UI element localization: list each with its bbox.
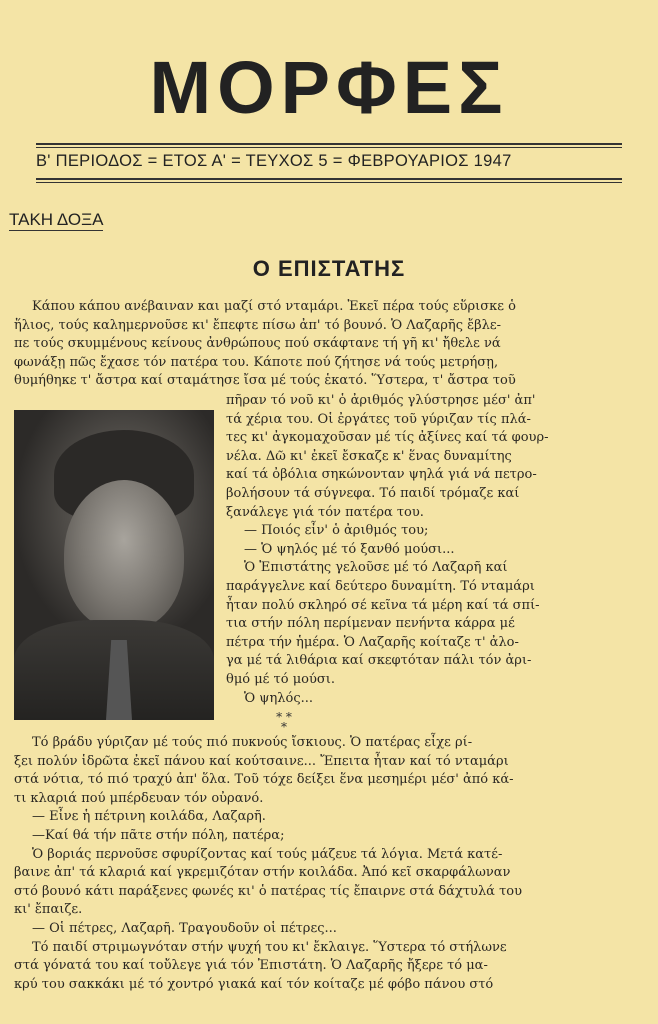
text-line: βολήσουν τά σύγνεφα. Τό παιδί τρόμαζε καί xyxy=(226,486,520,501)
text-line: —Καί θά τήν πᾶτε στήν πόλη, πατέρα; xyxy=(32,828,285,843)
text-line: στά νότια, τό πιό τραχύ ἀπ' ὅλα. Τοῦ τόχε δείξει ἕνα μεσημέρι μέσ' ἀπό κά- xyxy=(14,772,514,788)
text-line: Ὁ ψηλός... xyxy=(244,690,314,706)
bottom-rule xyxy=(36,178,622,180)
text-line: θυμήθηκε τ' ἄστρα καί σταμάτησε ἴσα μέ τούς ἑκατό. Ὕστερα, τ' ἄστρα τοῦ xyxy=(14,373,516,388)
text-line: Τό βράδυ γύριζαν μέ τούς πιό πυκνούς ἴσκιους. Ὁ πατέρας εἶχε ρί- xyxy=(32,735,473,750)
top-rule xyxy=(36,143,622,145)
text-line: — Ποιός εἶν' ὁ ἀριθμός του; xyxy=(244,523,429,539)
text-line: — Εἶνε ἡ πέτρινη κοιλάδα, Λαζαρῆ. xyxy=(32,809,266,825)
text-line: στά γόνατά του καί τοὔλεγε γιά τόν Ἐπιστάτη. Ὁ Λαζαρῆς ἤξερε τό μα- xyxy=(14,958,488,974)
section-break: * * * xyxy=(276,710,292,734)
text-line: στό βουνό κάτι παράξενες φωνές κι' ὁ πατέρας τίς ἔπαιρνε στά δάχτυλά του xyxy=(14,883,523,899)
text-line: ἦταν πολύ σκληρό σέ κεῖνα τά μέρη καί τά σπί- xyxy=(226,597,540,613)
text-line: θμό μέ τό μούσι. xyxy=(226,672,335,687)
text-line: Ὁ βοριάς περνοῦσε σφυρίζοντας καί τούς μάζευε τά λόγια. Μετά κατέ- xyxy=(32,846,503,862)
text-line: γα μέ τά λιθάρια καί σκεφτόταν πάλι τόν ἀρι- xyxy=(226,653,532,669)
author-name: ΤΑΚΗ ΔΟΞΑ xyxy=(9,210,104,229)
text-line: — Ὁ ψηλός μέ τό ξανθό μούσι... xyxy=(244,541,455,557)
text-line: τά χέρια του. Οἱ ἐργάτες τοῦ γύριζαν τίς πλά- xyxy=(226,411,531,427)
text-line: κρύ του σακκάκι μέ τό χοντρό γιακά καί τόν κοίταζε μέ φόβο πάνου στό xyxy=(14,976,494,992)
text-line: Ὁ Ἐπιστάτης γελοῦσε μέ τό Λαζαρῆ καί xyxy=(244,560,508,576)
text-line: νέλα. Δῶ κι' ἐκεῖ ἔσκαζε κ' ἕνας δυναμίτης xyxy=(226,448,512,464)
text-line: τες κι' ἀγκομαχοῦσαν μέ τίς ἀξίνες καί τά φουρ- xyxy=(226,430,549,446)
text-line: κι' ἔπαιζε. xyxy=(14,902,83,918)
text-line: πε τούς σκυμμένους κείνους ἀνθρώπους πού σκάφτανε τή γῆ κι' ἤθελε νά xyxy=(14,336,501,351)
text-line: φωνάξῃ πῶς ἔχασε τόν πατέρα του. Κάποτε πού ζήτησε νά τούς μετρήσῃ, xyxy=(14,354,499,370)
text-line: καί τά ὀβόλια σηκώνονταν ψηλά γιά νά πετρο- xyxy=(226,467,537,483)
portrait-photo xyxy=(14,410,214,720)
text-line: παράγγελνε καί δεύτερο δυναμίτη. Τό νταμάρι xyxy=(226,579,535,594)
text-line: τια στήν πόλη περίμεναν πενήντα κάρρα μέ xyxy=(226,616,515,632)
text-line: ἥλιος, τούς καλημερνοῦσε κι' ἔπεφτε πίσω ἀπ' τό βουνό. Ὁ Λαζαρῆς ἔβλε- xyxy=(14,317,501,333)
bottom-rule-thin xyxy=(36,182,622,183)
text-line: βαινε ἀπ' τά κλαριά καί γκρεμιζόταν στήν κοιλάδα. Ἀπό κεῖ σκαρφάλωναν xyxy=(14,865,511,881)
text-line: ξει πολύν ἱδρῶτα ἐκεῖ πάνου καί κούτσαινε... Ἔπειτα ἦταν καί τό νταμάρι xyxy=(14,753,509,769)
masthead: ΜΟΡΦΕΣ xyxy=(149,46,509,129)
text-line: ξανάλεγε γιά τόν πατέρα του. xyxy=(226,504,424,520)
top-rule-thin xyxy=(36,147,622,148)
photo-face xyxy=(64,480,184,630)
text-line: Κάπου κάπου ανέβαιναν και μαζί στό νταμάρι. Ἐκεῖ πέρα τούς εὕρισκε ὁ xyxy=(32,299,516,314)
text-line: πῆραν τό νοῦ κι' ὁ ἀριθμός γλύστρησε μέσ' ἀπ' xyxy=(226,393,536,408)
text-line: πέτρα τήν ἡμέρα. Ὁ Λαζαρῆς κοίταζε τ' ἀλο- xyxy=(226,634,519,650)
issue-line: Β' ΠΕΡΙΟΔΟΣ = ΕΤΟΣ Α' = ΤΕΥΧΟΣ 5 = ΦΕΒΡΟΥΑΡΙΟΣ 1947 xyxy=(36,152,512,170)
article-title: Ο ΕΠΙΣΤΑΤΗΣ xyxy=(252,256,406,281)
text-line: — Οἱ πέτρες, Λαζαρῆ. Τραγουδοῦν οἱ πέτρες... xyxy=(32,921,337,936)
text-line: τι κλαριά πού μπέρδευαν τόν οὐρανό. xyxy=(14,790,264,806)
text-line: Τό παιδί στριμωγνόταν στήν ψυχή του κι' ἔκλαιγε. Ὕστερα τό στήλωνε xyxy=(32,939,507,955)
